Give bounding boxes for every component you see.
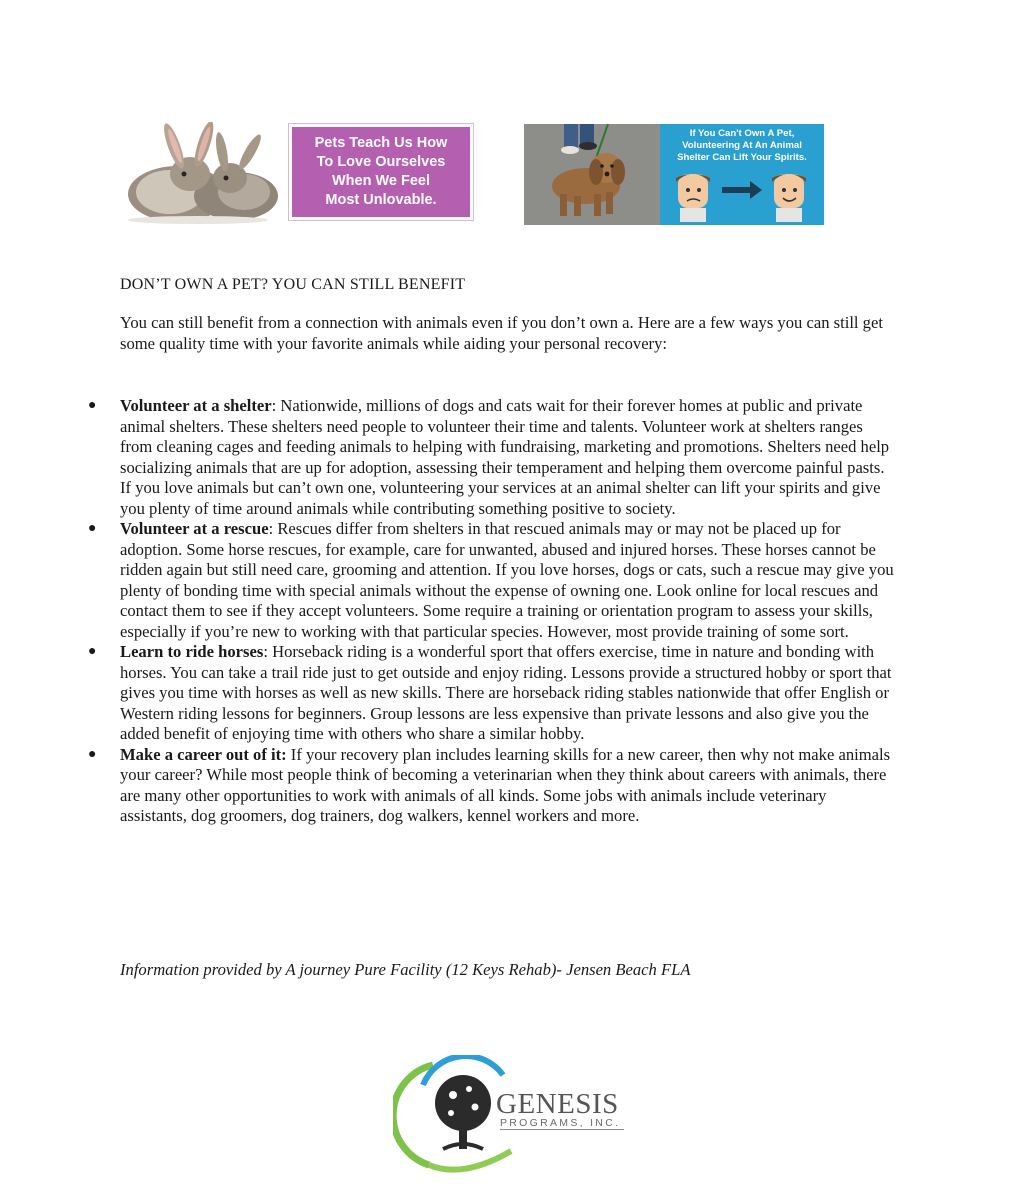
pink-banner-text: Pets Teach Us How To Love Ourselves When We Feel Most Unlovable. <box>314 135 448 208</box>
pets-teach-us-banner <box>289 124 473 220</box>
list-item <box>0 642 895 745</box>
list-item <box>0 396 895 519</box>
bullet-title: Volunteer at a shelter <box>120 396 272 415</box>
sad-to-happy-faces-icon <box>660 168 824 225</box>
intro-paragraph: You can still benefit from a connection with animals even if you don’t own a. Here are a few ways you can still get some quality time with your favorite animals while aiding your personal recovery: <box>120 313 883 353</box>
benefit-list <box>0 396 1018 827</box>
bullet-icon: ● <box>88 644 97 659</box>
bullet-title: Make a career out of it: <box>120 744 287 764</box>
bullet-title: Learn to ride horses <box>120 642 264 661</box>
bullet-text: Nationwide, millions of dogs and cats wait for their forever homes at public and private animal shelters. These shelters need people to volunteer their time and talents. Volunteer work at shelters ranges from cleaning cages and feeding animals to helping with fundraising, marketing and promotions. Shelters need help socializing animals that are up for adoption, assessing their temperament and helping them overcome painful pasts. If you love animals but can’t own one, volunteering your services at an animal shelter can lift your spirits and give you plenty of time around animals while contributing something positive to society. <box>120 396 890 518</box>
bullet-title: Volunteer at a rescue <box>120 519 269 538</box>
bullet-text: If your recovery plan includes learning skills for a new career, then why not make animals your career? While most people think of becoming a veterinarian when they think about careers with animals, there are many other opportunities to work with animals of all kinds. Some jobs with animals include veterinary assistants, dog groomers, dog trainers, dog walkers, kennel workers and more. <box>120 744 891 825</box>
bullet-icon: ● <box>88 398 97 413</box>
article-heading: DON’T OWN A PET? YOU CAN STILL BENEFIT <box>120 276 466 293</box>
logo-subtitle: PROGRAMS, INC. <box>500 1117 624 1130</box>
volunteering-banner <box>660 124 824 225</box>
dog-on-leash-photo <box>524 124 660 225</box>
rabbits-photo <box>118 122 288 226</box>
bullet-text: Horseback riding is a wonderful sport that offers exercise, time in nature and bonding with horses. You can take a trail ride just to get outside and enjoy riding. Lessons provide a structured hobby or sport that gives you time with horses as well as new skills. There are horseback riding stables nationwide that offer English or Western riding lessons for beginners. Group lessons are less expensive than private lessons and also give you the added benefit of enjoying time with others who share a similar hobby. <box>120 642 892 743</box>
bullet-separator: : <box>263 642 268 661</box>
bullet-icon: ● <box>88 521 97 536</box>
logo-name: GENESIS <box>496 1088 619 1120</box>
bullet-separator: : <box>271 396 277 415</box>
bullet-text: Rescues differ from shelters in that rescued animals may or may not be placed up for adoption. Some horse rescues, for example, care for unwanted, abused and injured horses. These horses cannot be ridden again but still need care, grooming and attention. If you love horses, dogs or cats, such a rescue may give you plenty of bonding time with special animals without the expense of owning one. Look online for local rescues and contact them to see if they accept volunteers. Some require a training or orientation program to assess your skills, especially if you’re new to working with that particular species. However, most provide training of some sort. <box>120 519 894 641</box>
bullet-icon: ● <box>88 746 97 762</box>
list-item <box>0 745 895 827</box>
source-credit: Information provided by A journey Pure Facility (12 Keys Rehab)- Jensen Beach FLA <box>120 960 691 979</box>
blue-banner-text: If You Can't Own A Pet, Volunteering At An Animal Shelter Can Lift Your Spirits. <box>677 128 807 163</box>
list-item <box>0 519 895 642</box>
bullet-separator: : <box>268 519 274 538</box>
